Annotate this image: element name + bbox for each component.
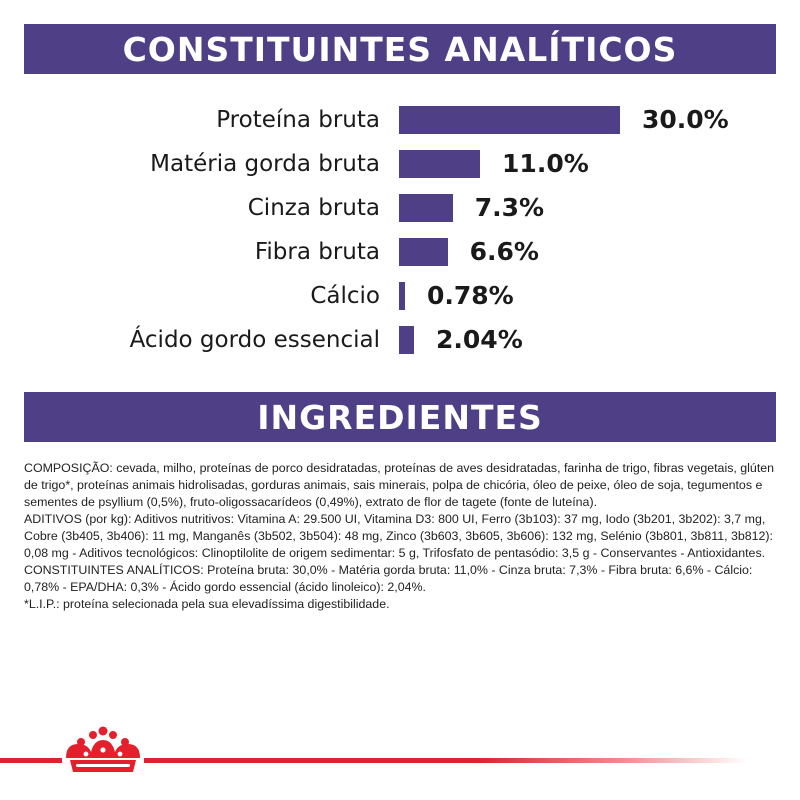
analytics-row xyxy=(0,274,800,318)
analytics-row xyxy=(0,318,800,362)
tick-label: Proteína bruta xyxy=(216,107,380,133)
tick-label: Fibra bruta xyxy=(254,239,380,265)
footer-line-right xyxy=(144,758,748,763)
analytics-paragraph: CONSTITUINTES ANALÍTICOS: Proteína bruta: 30,0% - Matéria gorda bruta: 11,0% - Cinza bruta: 7,3% - Fibra bruta: 6,6% - Cálcio: 0,78% - EPA/DHA: 0,3% - Ácido gordo essencial (ácido linoleico): 2,04%. xyxy=(24,563,753,594)
tick-label: Cinza bruta xyxy=(247,195,380,221)
data-label: 2.04% xyxy=(436,325,523,354)
ingredients-header-title: INGREDIENTES xyxy=(257,397,543,437)
data-label: 0.78% xyxy=(427,281,514,310)
data-label: 11.0% xyxy=(502,149,589,178)
analytics-header xyxy=(24,24,776,74)
analytics-row xyxy=(0,142,800,186)
analytics-row xyxy=(0,230,800,274)
analytics-bar-chart xyxy=(0,98,800,368)
bar xyxy=(399,326,414,354)
footer xyxy=(0,720,800,780)
tick-label: Cálcio xyxy=(310,283,380,309)
additives-paragraph: ADITIVOS (por kg): Aditivos nutritivos: Vitamina A: 29.500 UI, Vitamina D3: 800 UI, Ferro (3b103): 37 mg, Iodo (3b201, 3b202): 3,7 mg, Cobre (3b405, 3b406): 11 mg, Manganês (3b502, 3b504): 48 mg, Zinco (3b603, 3b605, 3b606): 132 mg, Selénio (3b801, 3b811, 3b812): 0,08 mg - Aditivos tecnológicos: Clinoptilolite de origem sedimentar: 5 g, Trifosfato de pentasódio: 3,5 g - Conservantes - Antioxidantes. xyxy=(24,512,774,560)
ingredients-text xyxy=(24,460,778,613)
bar xyxy=(399,238,448,266)
data-label: 6.6% xyxy=(469,237,539,266)
data-label: 30.0% xyxy=(642,105,729,134)
bar xyxy=(399,194,453,222)
bar xyxy=(399,150,480,178)
tick-label: Ácido gordo essencial xyxy=(129,327,380,353)
analytics-row xyxy=(0,186,800,230)
analytics-header-title: CONSTITUINTES ANALÍTICOS xyxy=(122,29,678,69)
footnote-paragraph: *L.I.P.: proteína selecionada pela sua elevadíssima digestibilidade. xyxy=(24,597,390,611)
footer-line-left xyxy=(0,758,62,763)
analytics-row xyxy=(0,98,800,142)
data-label: 7.3% xyxy=(474,193,545,222)
bar xyxy=(399,282,405,310)
crown-icon xyxy=(62,722,144,778)
tick-label: Matéria gorda bruta xyxy=(150,151,380,177)
ingredients-header xyxy=(24,392,776,442)
bar xyxy=(399,106,620,134)
composition-paragraph: COMPOSIÇÃO: cevada, milho, proteínas de porco desidratadas, proteínas de aves desidratadas, farinha de trigo, fibras vegetais, glúten de trigo*, proteínas animais hidrolisadas, gorduras animais, sais minerais, polpa de chicória, óleo de peixe, óleo de soja, tegumentos e sementes de psyllium (0,5%), fruto-oligossacarídeos (0,49%), extrato de flor de tagete (fonte de luteína). xyxy=(24,461,775,509)
